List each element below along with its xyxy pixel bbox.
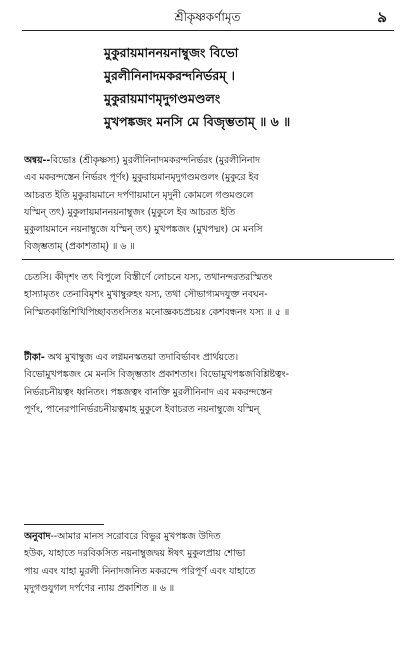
anvaya-line: আচরত ইতি মুকুরায়মানে দর্পণায়মানে মৃদুনী কোমলে গণ্ডমণ্ডলে <box>24 189 254 201</box>
anvaya-text: বিভোঃ (শ্রীকৃষ্ণস্য) মুরলীনিনাদমকরন্দনির্ভরং (মুরলীনিনাদ <box>50 155 261 166</box>
header-rule <box>22 30 394 31</box>
tika-heading: টীকা- <box>24 352 45 363</box>
commentary-line: চেতসি। কীদৃশং তৎ বিপুলে বিস্তীর্ণে লোচনে যস্য, তথানন্দরতরস্মিতং <box>24 272 273 283</box>
sanskrit-verse <box>104 41 404 133</box>
anvaya-line: যস্মিন্ তৎ) মুকুলায়মাননয়নাম্বুজং (মুকুলে ইব আচরত ইতি <box>24 206 235 218</box>
commentary-line: নিস্মিতকান্তিশিখিপিচ্ছাবতংসিতঃ মনোজ্ঞকচপ্রচয়ঃ কেশবন্ধনং যস্য ॥ ৫ ॥ <box>24 306 290 318</box>
verse-line: মুকুরায়মাণমৃদুগণ্ডমণ্ডলং <box>104 91 221 106</box>
running-title: শ্রীকৃষ্ণকর্ণামৃত <box>174 10 241 24</box>
anubad-paragraph <box>24 528 394 597</box>
anubad-line: হউক, যাহাতে দরবিকসিত নয়নাম্বুজদ্বয় ঈষৎ মুকুলপ্রায় শোভা <box>24 548 246 560</box>
anvaya-heading: অন্বয়-- <box>24 155 51 166</box>
previous-commentary <box>24 269 394 321</box>
tika-paragraph <box>24 349 394 418</box>
verse-line: মুকুরায়মাননয়নাম্বুজং বিভো <box>104 45 239 60</box>
commentary-line: হাস্যামৃতং তেনাবিমৃশং মুখাম্বুরুহং যস্য, তথা সৌভাগ্যমদযুক্ত নবঘন- <box>24 289 268 301</box>
short-rule <box>24 524 104 525</box>
anubad-line <box>24 528 394 545</box>
anubad-line: পায় এবং যাহা মুরলী নিনাদজনিত মকরন্দে পরিপূর্ণ এবং যাহাতে <box>24 565 256 577</box>
tika-text: অথ মুখাম্বুজ এব লগ্নমনস্কতয়া তদাবির্ভাবং প্রার্থয়তে। <box>44 352 239 363</box>
anubad-text: --আমার মানস সরোবরে বিভুর মুখপঙ্কজ উদিত <box>50 531 221 542</box>
anubad-line: মৃদুগণ্ডযুগল দর্পণের ন্যায় প্রকাশিত ॥ ৬ ॥ <box>24 582 175 594</box>
anubad-heading: অনুবাদ <box>24 531 51 542</box>
tika-line <box>24 349 394 366</box>
anvaya-line <box>24 152 394 169</box>
anvaya-line: মুকুলায়মানে নয়নাম্বুজে যস্মিন্ তৎ) মুখপঙ্কজং (মুখপদ্মং) মে মনসি <box>24 224 263 236</box>
verse-line: মুরলীনিনাদমকরন্দনির্ভরম্ । <box>104 68 235 83</box>
anvaya-line: এব মকরন্দস্তেন নির্ভরং পূর্ণং) মুকুরায়মানমৃদুগণ্ডমণ্ডলং (মুকুরে ইব <box>24 172 259 184</box>
page-number: ৯ <box>377 8 387 26</box>
section-rule <box>22 259 394 260</box>
page-header <box>0 6 415 28</box>
verse-line: মুখপঙ্কজং মনসি মে বিজৃম্ভতাম্ ॥ ৬ ॥ <box>104 114 291 129</box>
tika-line: পূর্ণং, পানেরপানির্ভরচনীয়ত্বমাহ মুকুলে ইবাচরত নয়নাম্বুজে যস্মিন্ <box>24 403 260 415</box>
tika-line: নির্ভরচনীয়ত্বং ধ্বনিতং। পঙ্কজত্বং বানক্তি মুরলীনিনাদ এব মকরন্দস্তেন <box>24 386 273 398</box>
anvaya-line: বিজৃম্ভতাম্ (প্রকাশতাম্) ॥ ৬ ॥ <box>24 241 135 253</box>
tika-line: বিভোমুখপঙ্কজং মে মনসি বিজৃম্ভতাং প্রকাশতাং। বিভোমুখপঙ্কজবিশ্লিষ্টত্বং- <box>24 369 289 381</box>
anvaya-paragraph <box>24 152 394 256</box>
